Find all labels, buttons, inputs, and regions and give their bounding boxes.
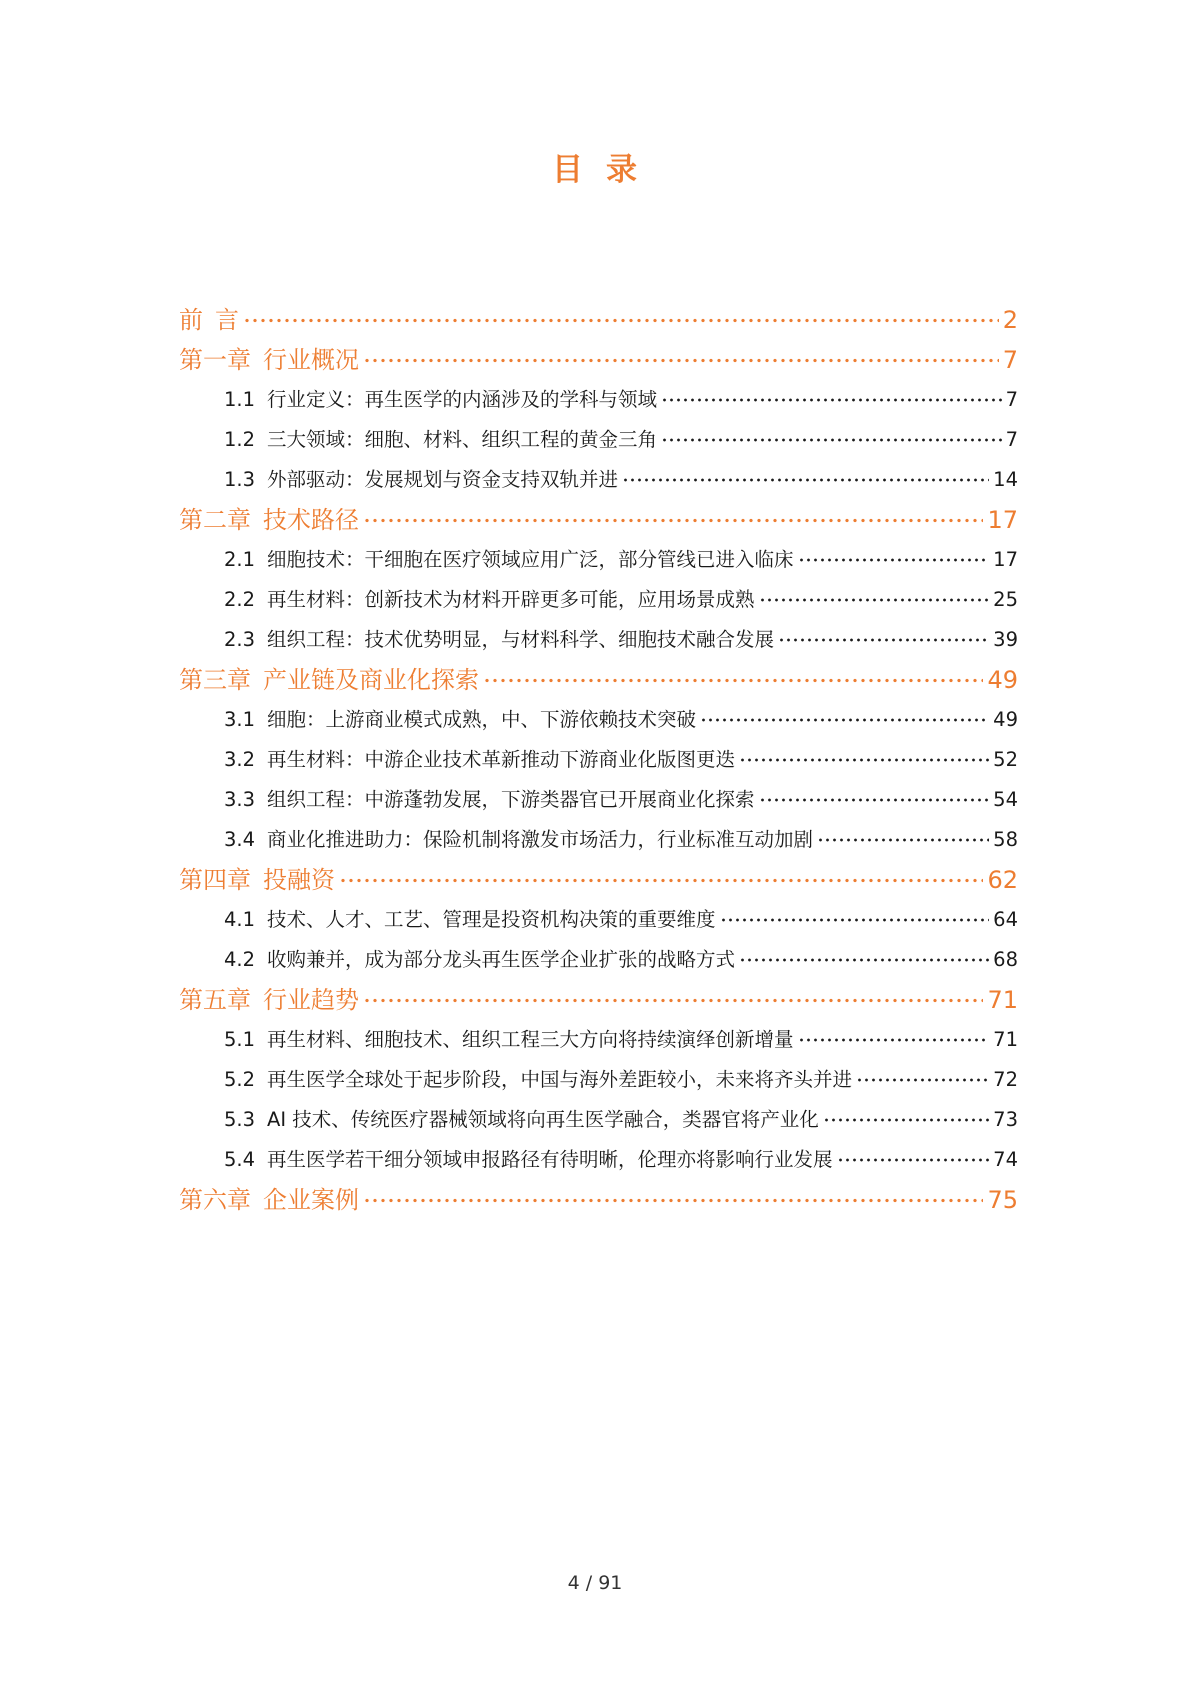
dot-leader [363, 1198, 983, 1203]
dot-leader [798, 1038, 990, 1042]
toc-page-number: 39 [993, 628, 1018, 651]
toc-title: 再生医学全球处于起步阶段，中国与海外差距较小，未来将齐头并进 [267, 1068, 853, 1091]
dot-leader [720, 918, 990, 922]
toc-page-number: 75 [987, 1186, 1018, 1214]
toc-page-number: 64 [993, 908, 1018, 931]
toc-label [224, 1100, 819, 1140]
toc-title: 细胞：上游商业模式成熟，中、下游依赖技术突破 [267, 708, 697, 731]
dot-leader [817, 838, 989, 842]
toc-title: AI 技术、传统医疗器械领域将向再生医学融合，类器官将产业化 [267, 1108, 819, 1131]
toc-label [179, 500, 359, 540]
toc-section-2-1[interactable] [179, 540, 1018, 580]
toc-label [179, 300, 239, 340]
toc-section-1-1[interactable] [179, 380, 1018, 420]
toc-title: 产业链及商业化探索 [263, 666, 479, 694]
dot-leader [483, 678, 983, 683]
toc-title: 再生材料：创新技术为材料开辟更多可能，应用场景成熟 [267, 588, 755, 611]
toc-page-number: 14 [993, 468, 1018, 491]
dot-leader [622, 478, 989, 482]
toc-label [179, 980, 359, 1020]
toc-label [224, 380, 657, 420]
toc-title: 组织工程：技术优势明显，与材料科学、细胞技术融合发展 [267, 628, 775, 651]
dot-leader [759, 798, 990, 802]
toc-chapter-preface[interactable] [179, 300, 1018, 340]
toc-number: 3.4 [224, 828, 256, 851]
toc-number: 第一章 [179, 346, 251, 374]
toc-number: 第四章 [179, 866, 251, 894]
toc-chapter-2[interactable] [179, 500, 1018, 540]
toc-number: 前 [179, 306, 203, 334]
toc-label [224, 420, 657, 460]
toc-title: 外部驱动：发展规划与资金支持双轨并进 [267, 468, 619, 491]
toc-page-number: 73 [993, 1108, 1018, 1131]
toc-label [179, 860, 335, 900]
toc-label [224, 780, 755, 820]
toc-page-number: 25 [993, 588, 1018, 611]
toc-section-5-3[interactable] [179, 1100, 1018, 1140]
dot-leader [739, 758, 989, 762]
toc-page-number: 71 [987, 986, 1018, 1014]
toc-section-2-2[interactable] [179, 580, 1018, 620]
title-part-1: 目 [552, 152, 584, 188]
toc-title: 再生材料、细胞技术、组织工程三大方向将持续演绎创新增量 [267, 1028, 794, 1051]
dot-leader [363, 518, 983, 523]
toc-label [224, 740, 735, 780]
dot-leader [823, 1118, 989, 1122]
toc-label [224, 540, 794, 580]
toc-number: 3.2 [224, 748, 256, 771]
table-of-contents [179, 300, 1018, 1220]
dot-leader [243, 318, 999, 323]
toc-page-number: 71 [993, 1028, 1018, 1051]
toc-chapter-3[interactable] [179, 660, 1018, 700]
toc-label [224, 460, 618, 500]
toc-number: 2.2 [224, 588, 256, 611]
toc-label [224, 820, 813, 860]
toc-title: 三大领域：细胞、材料、组织工程的黄金三角 [267, 428, 658, 451]
toc-title: 投融资 [263, 866, 335, 894]
toc-label [224, 620, 774, 660]
toc-title: 行业定义：再生医学的内涵涉及的学科与领域 [267, 388, 658, 411]
toc-label [179, 340, 359, 380]
toc-page-number: 54 [993, 788, 1018, 811]
dot-leader [700, 718, 989, 722]
toc-label [224, 940, 735, 980]
toc-title: 行业趋势 [263, 986, 359, 1014]
toc-number: 3.3 [224, 788, 256, 811]
toc-page-number: 74 [993, 1148, 1018, 1171]
toc-section-3-4[interactable] [179, 820, 1018, 860]
toc-number: 第二章 [179, 506, 251, 534]
page-title [0, 150, 1190, 190]
toc-number: 5.2 [224, 1068, 256, 1091]
toc-chapter-4[interactable] [179, 860, 1018, 900]
toc-page-number: 17 [987, 506, 1018, 534]
toc-page-number: 7 [1005, 428, 1018, 451]
toc-section-5-1[interactable] [179, 1020, 1018, 1060]
toc-number: 4.2 [224, 948, 256, 971]
toc-number: 第五章 [179, 986, 251, 1014]
dot-leader [363, 998, 983, 1003]
dot-leader [837, 1158, 990, 1162]
toc-number: 2.3 [224, 628, 256, 651]
toc-section-4-2[interactable] [179, 940, 1018, 980]
toc-title: 企业案例 [263, 1186, 359, 1214]
toc-label [224, 1060, 852, 1100]
toc-number: 1.3 [224, 468, 256, 491]
toc-label [224, 580, 755, 620]
toc-chapter-6[interactable] [179, 1180, 1018, 1220]
dot-leader [661, 398, 1002, 402]
dot-leader [798, 558, 990, 562]
toc-number: 5.4 [224, 1148, 256, 1171]
toc-page-number: 49 [987, 666, 1018, 694]
toc-section-3-3[interactable] [179, 780, 1018, 820]
dot-leader [778, 638, 989, 642]
dot-leader [661, 438, 1002, 442]
title-part-2: 录 [606, 152, 638, 188]
toc-label [224, 1020, 794, 1060]
toc-number: 5.1 [224, 1028, 256, 1051]
toc-page-number: 17 [993, 548, 1018, 571]
toc-title: 技术、人才、工艺、管理是投资机构决策的重要维度 [267, 908, 716, 931]
toc-number: 4.1 [224, 908, 256, 931]
toc-page-number: 52 [993, 748, 1018, 771]
toc-chapter-5[interactable] [179, 980, 1018, 1020]
toc-number: 1.2 [224, 428, 256, 451]
toc-title: 再生医学若干细分领域申报路径有待明晰，伦理亦将影响行业发展 [267, 1148, 833, 1171]
toc-label [224, 700, 696, 740]
toc-label [179, 1180, 359, 1220]
toc-label [179, 660, 479, 700]
toc-label [224, 1140, 833, 1180]
dot-leader [339, 878, 983, 883]
toc-number: 3.1 [224, 708, 256, 731]
toc-label [224, 900, 716, 940]
toc-number: 2.1 [224, 548, 256, 571]
toc-page-number: 7 [1005, 388, 1018, 411]
toc-section-1-2[interactable] [179, 420, 1018, 460]
toc-section-5-2[interactable] [179, 1060, 1018, 1100]
toc-title: 细胞技术：干细胞在医疗领域应用广泛，部分管线已进入临床 [267, 548, 794, 571]
toc-section-2-3[interactable] [179, 620, 1018, 660]
toc-section-3-1[interactable] [179, 700, 1018, 740]
toc-page-number: 68 [993, 948, 1018, 971]
toc-title: 言 [215, 306, 239, 334]
toc-title: 收购兼并，成为部分龙头再生医学企业扩张的战略方式 [267, 948, 736, 971]
toc-page-number: 72 [993, 1068, 1018, 1091]
toc-title: 再生材料：中游企业技术革新推动下游商业化版图更迭 [267, 748, 736, 771]
toc-page-number: 58 [993, 828, 1018, 851]
toc-page-number: 2 [1002, 306, 1018, 334]
toc-page-number: 62 [987, 866, 1018, 894]
toc-page-number: 7 [1002, 346, 1018, 374]
toc-chapter-1[interactable] [179, 340, 1018, 380]
toc-section-4-1[interactable] [179, 900, 1018, 940]
toc-number: 5.3 [224, 1108, 256, 1131]
dot-leader [739, 958, 989, 962]
toc-section-1-3[interactable] [179, 460, 1018, 500]
toc-title: 组织工程：中游蓬勃发展，下游类器官已开展商业化探索 [267, 788, 755, 811]
toc-number: 第六章 [179, 1186, 251, 1214]
toc-page-number: 49 [993, 708, 1018, 731]
page-indicator: 4 / 91 [567, 1572, 623, 1594]
toc-number: 第三章 [179, 666, 251, 694]
toc-section-5-4[interactable] [179, 1140, 1018, 1180]
dot-leader [759, 598, 990, 602]
dot-leader [363, 358, 999, 363]
toc-number: 1.1 [224, 388, 256, 411]
toc-title: 商业化推进助力：保险机制将激发市场活力，行业标准互动加剧 [267, 828, 814, 851]
toc-title: 技术路径 [263, 506, 359, 534]
dot-leader [856, 1078, 989, 1082]
toc-title: 行业概况 [263, 346, 359, 374]
toc-section-3-2[interactable] [179, 740, 1018, 780]
